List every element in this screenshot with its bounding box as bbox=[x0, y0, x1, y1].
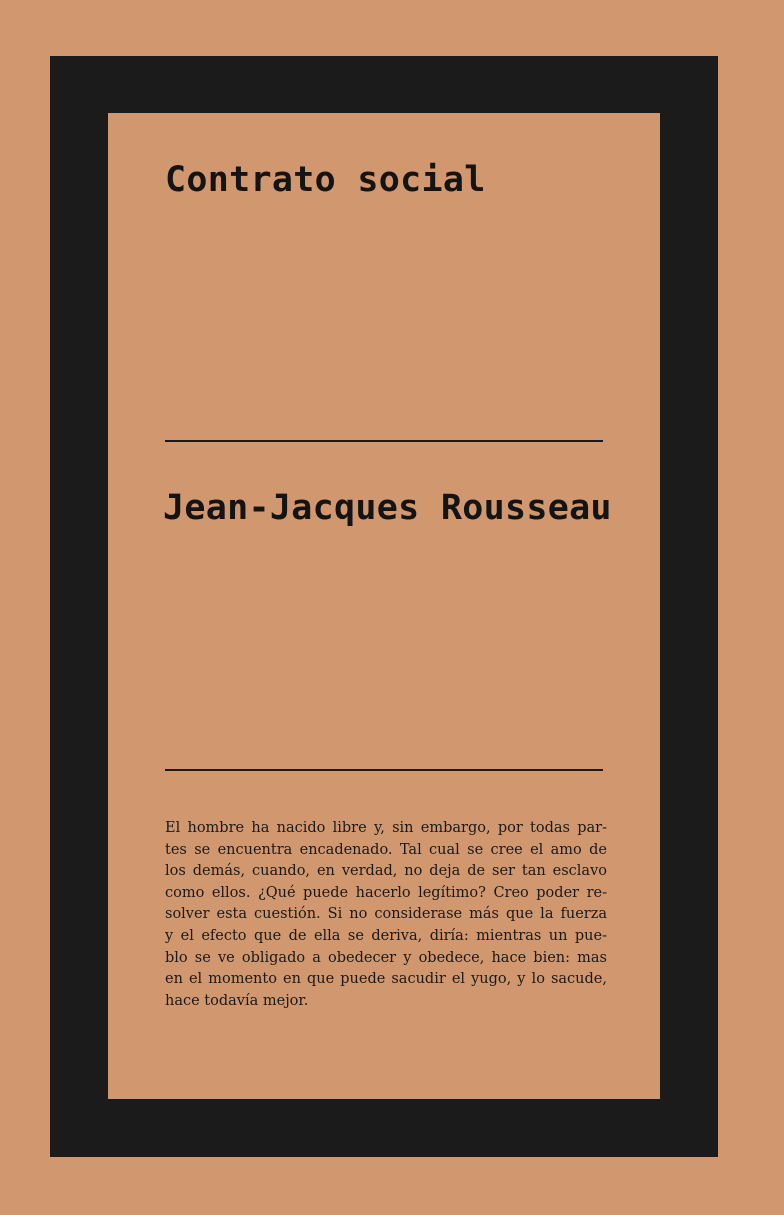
book-title: Contrato social bbox=[165, 160, 486, 200]
excerpt-line: en el momento en que puede sacudir el yugo, y lo sacude, bbox=[165, 971, 607, 988]
book-excerpt bbox=[165, 818, 607, 1012]
divider-top bbox=[165, 440, 603, 442]
excerpt-line: tes se encuentra encadenado. Tal cual se cree el amo de bbox=[165, 841, 607, 858]
excerpt-line: blo se ve obligado a obedecer y obedece, hace bien: mas bbox=[165, 949, 607, 966]
excerpt-line: solver esta cuestión. Si no considerase más que la fuerza bbox=[165, 906, 607, 923]
book-author: Jean-Jacques Rousseau bbox=[163, 488, 612, 528]
excerpt-line: los demás, cuando, en verdad, no deja de ser tan esclavo bbox=[165, 863, 607, 880]
excerpt-line: hace todavía mejor. bbox=[165, 992, 309, 1009]
excerpt-line: y el efecto que de ella se deriva, diría: mientras un pue- bbox=[165, 927, 607, 944]
excerpt-line: El hombre ha nacido libre y, sin embargo, por todas par- bbox=[165, 820, 607, 836]
excerpt-line: como ellos. ¿Qué puede hacerlo legítimo? Creo poder re- bbox=[165, 884, 607, 901]
divider-bottom bbox=[165, 769, 603, 771]
